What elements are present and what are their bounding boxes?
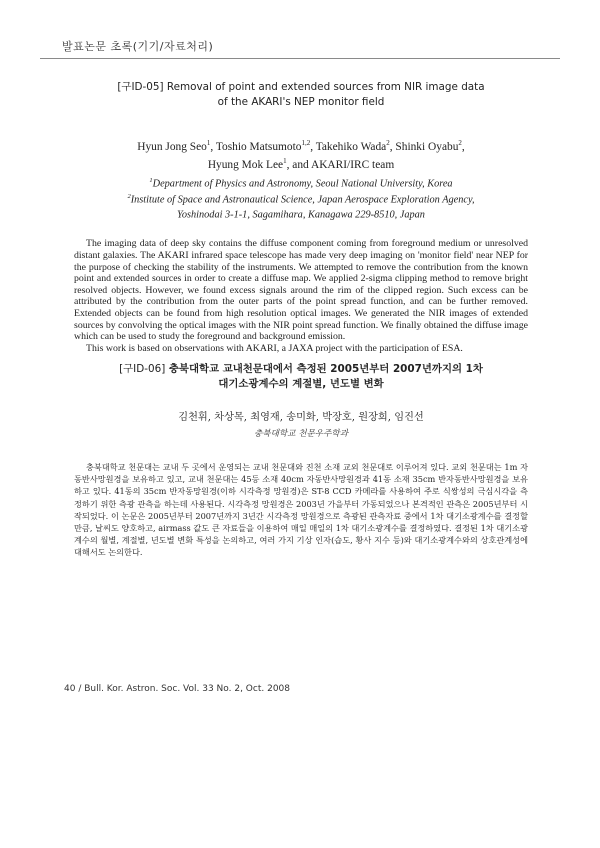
affiliation: 충북대학교 천문우주학과: [253, 429, 349, 439]
running-header: 발표논문 초록(기기/자료처리): [62, 40, 214, 53]
abstract-nir-sources: [74, 80, 528, 354]
title-line-2: of the AKARI's NEP monitor field: [217, 96, 385, 108]
page-footer-citation: 40 / Bull. Kor. Astron. Soc. Vol. 33 No. 2, Oct. 2008: [64, 684, 290, 694]
abstract-body: [74, 238, 528, 354]
title-line-1: 충북대학교 교내천문대에서 측정된 2005년부터 2007년까지의 1차: [168, 363, 483, 375]
header-rule: [40, 58, 560, 59]
author-list: Hyun Jong Seo$^1$, Toshio Matsumoto$^{1,2}$, Takehiko Wada$^2$, Shinki Oyabu$^2$, Hyung Mok Lee$^1$, and AKARI/IRC team: [137, 139, 465, 172]
author-list: 김천휘, 차상목, 최영재, 송미화, 박장호, 원장희, 임진선: [178, 412, 424, 423]
author: Toshio Matsumoto: [215, 140, 302, 153]
abstract-id: [구ID-06]: [119, 363, 166, 375]
title-line-2: 대기소광계수의 계절별, 년도별 변화: [218, 378, 384, 390]
affiliation: $^2$Institute of Space and Astronautical Science, Japan Aerospace Exploration Agency,: [127, 192, 475, 205]
paragraph: 충북대학교 천문대는 교내 두 곳에서 운영되는 교내 천문대와 진천 소재 교외 천문대로 이루어져 있다. 교외 천문대는 1m 자동반사망원경을 보유하고 있고, 교내 천문대는 45등 소재 40cm 자동반사망원경과 41동 소재 35cm 반자동반사망원경을 보유하고 있다. 41동의 35cm 반자동망원경(이하 시각측정 망원경)은 ST-8 CCD 카메라를 사용하여 주로 식쌍성의 극심시각을 측정하기 위한 측광 관측을 하는데 사용된다. 시각측정 망원경은 2003년 가을부터 가동되었으나 본격적인 관측은 2005년부터 시작되었다. 이 논문은 2005년부터 2007년까지 3년간 시각측정 망원경으로 측광된 관측자료 중에서 1차 대기소광계수를 결정할 만큼, 날씨도 양호하고, airmass 값도 큰 자료들을 이용하여 매일 매일의 1차 대기소광계수를 결정하였다. 결정된 1차 대기소광계수의 월별, 계절별, 년도별 변화 특성을 논의하고, 여러 가지 기상 인자(습도, 황사 지수 등)와 대기소광계수와의 상호관계성에 대해서도 논의한다.: [74, 462, 528, 558]
author: Takehiko Wada: [315, 140, 387, 153]
author: Hyun Jong Seo: [137, 140, 207, 153]
affiliation: Yoshinodai 3-1-1, Sagamihara, Kanagawa 229-8510, Japan: [177, 209, 425, 221]
abstract-title: [74, 362, 528, 392]
abstract-body: [74, 461, 528, 559]
abstract-extinction: [74, 362, 528, 559]
title-line-1: Removal of point and extended sources from NIR image data: [166, 81, 485, 93]
author: Hyung Mok Lee: [207, 159, 284, 172]
author: Shinki Oyabu: [395, 140, 459, 153]
abstract-title: [74, 80, 528, 110]
abstract-id: [구ID-05]: [117, 81, 164, 93]
paragraph: This work is based on observations with AKARI, a JAXA project with the participation of ESA.: [86, 342, 463, 354]
paragraph: The imaging data of deep sky contains the diffuse component coming from foreground medium or unresolved distant galaxies. The AKARI infrared space telescope has made very deep imaging on 'monitor field' near NEP for the purpose of checking the stability of the instruments. We attempted to remove the contribution from the known point and extended sources in order to create a diffuse map. We applied 2-sigma clipping method to remove bright resolved objects. However, we found excess signals around the rim of the clipped region. Such excess can be attributed by the contribution from the outer parts of the point spread function, and can be further removed. Extended objects can be found from high resolution optical images. We generated the NIR images of extended sources by convolving the optical images with the NIR point spread function. We finally obtained the diffuse image which can be used to study the foreground and background emission.: [74, 238, 528, 343]
affiliations: [74, 175, 528, 223]
affiliation: $^1$Department of Physics and Astronomy, Seoul National University, Korea: [149, 176, 453, 190]
